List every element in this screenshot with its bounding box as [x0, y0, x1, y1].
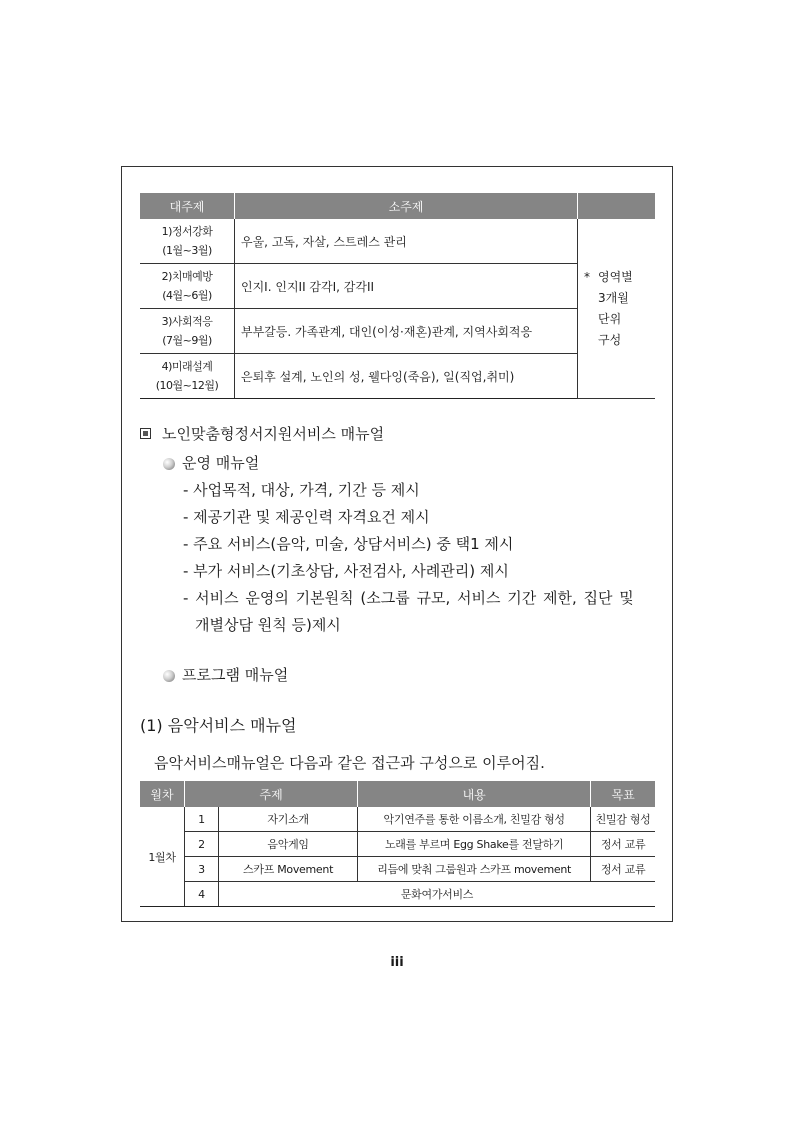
- session-number: 3: [185, 857, 219, 882]
- note-line: 단위: [598, 311, 622, 326]
- list-item: - 서비스 운영의 기본원칙 (소그룹 규모, 서비스 기간 제한, 집단 및: [183, 589, 634, 607]
- list-item-continuation: 개별상담 원칙 등)제시: [195, 616, 341, 634]
- session-content: 노래를 부르며 Egg Shake를 전달하기: [358, 832, 591, 857]
- table-row: [140, 832, 655, 857]
- note-cell: [578, 219, 656, 399]
- themes-table: [140, 193, 655, 399]
- session-goal: 정서 교류: [591, 857, 655, 882]
- header-main-topic: 대주제: [140, 193, 235, 219]
- list-item: - 주요 서비스(음악, 미술, 상담서비스) 중 택1 제시: [183, 535, 514, 553]
- sub-topic-cell: 은퇴후 설계, 노인의 성, 웰다잉(죽음), 일(직업,취미): [235, 354, 578, 399]
- sphere-bullet-icon: [163, 670, 175, 682]
- session-merged: 문화여가서비스: [219, 882, 656, 907]
- session-content: 악기연주를 통한 이름소개, 친밀감 형성: [358, 807, 591, 832]
- table-row: [140, 807, 655, 832]
- sub-topic-cell: 인지I. 인지II 감각I, 감각II: [235, 264, 578, 309]
- page-number: iii: [390, 955, 404, 970]
- main-topic-cell: [140, 309, 235, 354]
- note-line: 영역별: [598, 269, 633, 284]
- note-star: *: [584, 269, 590, 284]
- sub-topic-cell: 우울, 고독, 자살, 스트레스 관리: [235, 219, 578, 264]
- main-topic-period: (1월~3월): [162, 244, 212, 257]
- header-note: [578, 193, 656, 219]
- session-number: 4: [185, 882, 219, 907]
- session-topic: 음악게임: [219, 832, 358, 857]
- sphere-bullet-icon: [163, 458, 175, 470]
- list-item: - 부가 서비스(기초상담, 사전검사, 사례관리) 제시: [183, 562, 509, 580]
- main-topic-label: 1)정서강화: [161, 225, 213, 238]
- session-number: 2: [185, 832, 219, 857]
- header-content: 내용: [358, 781, 591, 807]
- program-manual-title: 프로그램 매뉴얼: [182, 666, 289, 684]
- session-content: 리듬에 맞춰 그룹원과 스카프 movement: [358, 857, 591, 882]
- ops-manual-title: 운영 매뉴얼: [182, 454, 260, 472]
- sub-topic-cell: 부부갈등. 가족관계, 대인(이성·재혼)관계, 지역사회적응: [235, 309, 578, 354]
- session-topic: 스카프 Movement: [219, 857, 358, 882]
- list-item: - 사업목적, 대상, 가격, 기간 등 제시: [183, 481, 420, 499]
- session-goal: 친밀감 형성: [591, 807, 655, 832]
- header-topic: 주제: [185, 781, 358, 807]
- header-goal: 목표: [591, 781, 655, 807]
- main-topic-period: (10월~12월): [155, 379, 219, 392]
- main-topic-cell: [140, 219, 235, 264]
- header-month: 월차: [140, 781, 185, 807]
- main-topic-cell: [140, 264, 235, 309]
- music-heading: (1) 음악서비스 매뉴얼: [140, 716, 297, 735]
- music-header-row: [140, 781, 655, 807]
- main-topic-period: (4월~6월): [162, 289, 212, 302]
- music-table: [140, 781, 655, 907]
- month-cell: 1월차: [140, 807, 185, 907]
- music-intro: 음악서비스매뉴얼은 다음과 같은 접근과 구성으로 이루어짐.: [154, 754, 545, 772]
- themes-header-row: [140, 193, 655, 219]
- session-goal: 정서 교류: [591, 832, 655, 857]
- table-row: [140, 882, 655, 907]
- square-bullet-icon: [140, 428, 151, 439]
- note-line: 구성: [598, 332, 622, 347]
- main-topic-label: 3)사회적응: [161, 315, 213, 328]
- main-topic-label: 4)미래설계: [161, 360, 213, 373]
- main-topic-period: (7월~9월): [162, 334, 212, 347]
- session-number: 1: [185, 807, 219, 832]
- header-sub-topic: 소주제: [235, 193, 578, 219]
- manual-section-title: 노인맞춤형정서지원서비스 매뉴얼: [162, 425, 385, 443]
- table-row: [140, 219, 655, 264]
- table-row: [140, 857, 655, 882]
- list-item: - 제공기관 및 제공인력 자격요건 제시: [183, 508, 430, 526]
- note-line: 3개월: [598, 290, 629, 305]
- session-topic: 자기소개: [219, 807, 358, 832]
- main-topic-cell: [140, 354, 235, 399]
- main-topic-label: 2)치매예방: [161, 270, 213, 283]
